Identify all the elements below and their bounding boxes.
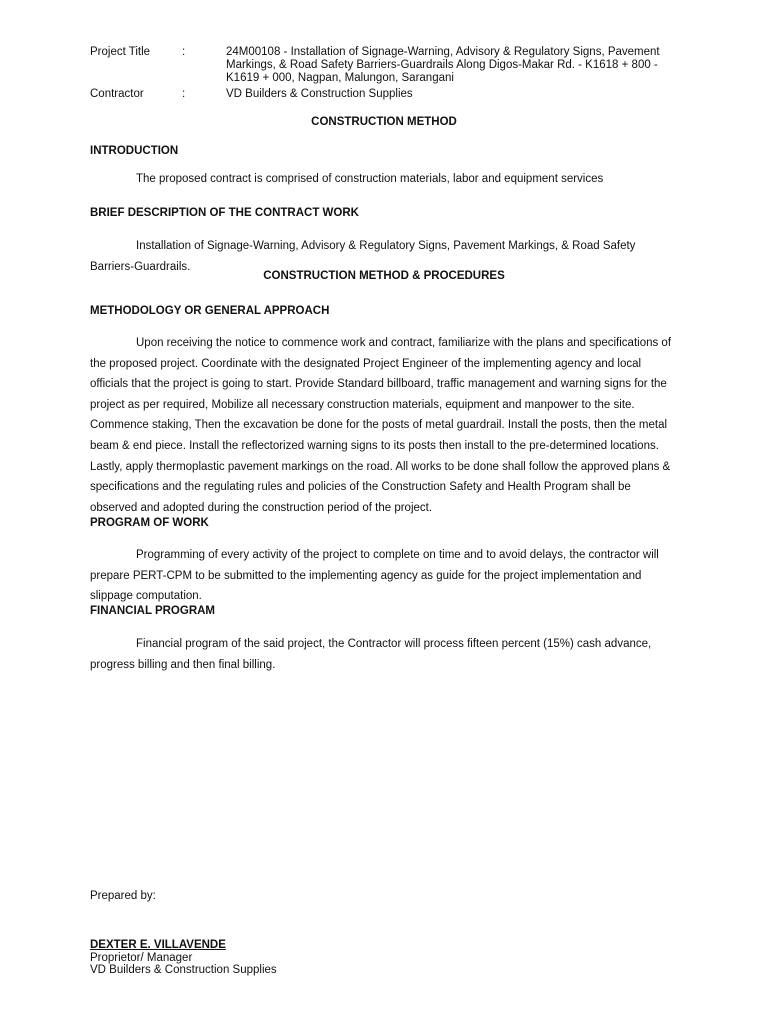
signatory-position: Proprietor/ Manager bbox=[90, 951, 193, 964]
methodology-heading: METHODOLOGY OR GENERAL APPROACH bbox=[90, 305, 330, 317]
project-title-row bbox=[90, 46, 684, 85]
program-of-work-heading: PROGRAM OF WORK bbox=[90, 517, 209, 529]
introduction-text: The proposed contract is comprised of construction materials, labor and equipment services bbox=[136, 173, 604, 185]
signature-block bbox=[90, 939, 277, 977]
contractor-row bbox=[90, 88, 684, 101]
document-title: CONSTRUCTION METHOD bbox=[311, 116, 457, 128]
procedures-title: CONSTRUCTION METHOD & PROCEDURES bbox=[263, 270, 505, 282]
prepared-by-label: Prepared by: bbox=[90, 890, 156, 902]
methodology-text: Upon receiving the notice to commence work and contract, familiarize with the plans and specifications of the proposed project. Coordinate with the designated Project Engineer of the implementing agency and local officials that the project is going to start. Provide Standard billboard, traffic management and warning signs for the project as per required, Mobilize all necessary construction materials, equipment and manpower to the site. Commence staking, Then the excavation be done for the posts of metal guardrail. Install the posts, then the metal beam & end piece. Install the reflectorized warning signs to its posts then install to the pre-determined locations. Lastly, apply thermoplastic pavement markings on the road. All works to be done shall follow the approved plans & specifications and the regulating rules and policies of the Construction Safety and Health Program shall be observed and adopted during the construction period of the project. bbox=[90, 337, 672, 514]
brief-description-text: Installation of Signage-Warning, Advisory & Regulatory Signs, Pavement Markings, & Road Safety Barriers-Guardrails. bbox=[90, 240, 636, 273]
signatory-name: DEXTER E. VILLAVENDE bbox=[90, 939, 226, 951]
financial-program-text: Financial program of the said project, the Contractor will process fifteen percent (15%) cash advance, progress billing and then final billing. bbox=[90, 638, 652, 671]
contractor-colon: : bbox=[182, 88, 186, 100]
program-of-work-text: Programming of every activity of the project to complete on time and to avoid delays, the contractor will prepare PERT-CPM to be submitted to the implementing agency as guide for the project implementation and slippage computation. bbox=[90, 549, 659, 603]
project-title-value: 24M00108 - Installation of Signage-Warning, Advisory & Regulatory Signs, Pavement Markings, & Road Safety Barriers-Guardrails Along Digos-Makar Rd. - K1618 + 800 - K1619 + 000, Nagpan, Malungon, Sarangani bbox=[226, 46, 660, 84]
financial-program-heading: FINANCIAL PROGRAM bbox=[90, 605, 216, 617]
project-title-label: Project Title bbox=[90, 46, 151, 58]
contractor-value: VD Builders & Construction Supplies bbox=[226, 88, 413, 100]
introduction-heading: INTRODUCTION bbox=[90, 145, 179, 157]
brief-description-heading: BRIEF DESCRIPTION OF THE CONTRACT WORK bbox=[90, 207, 359, 219]
project-title-colon: : bbox=[182, 46, 186, 58]
contractor-label: Contractor bbox=[90, 88, 144, 100]
signatory-company: VD Builders & Construction Supplies bbox=[90, 964, 277, 976]
